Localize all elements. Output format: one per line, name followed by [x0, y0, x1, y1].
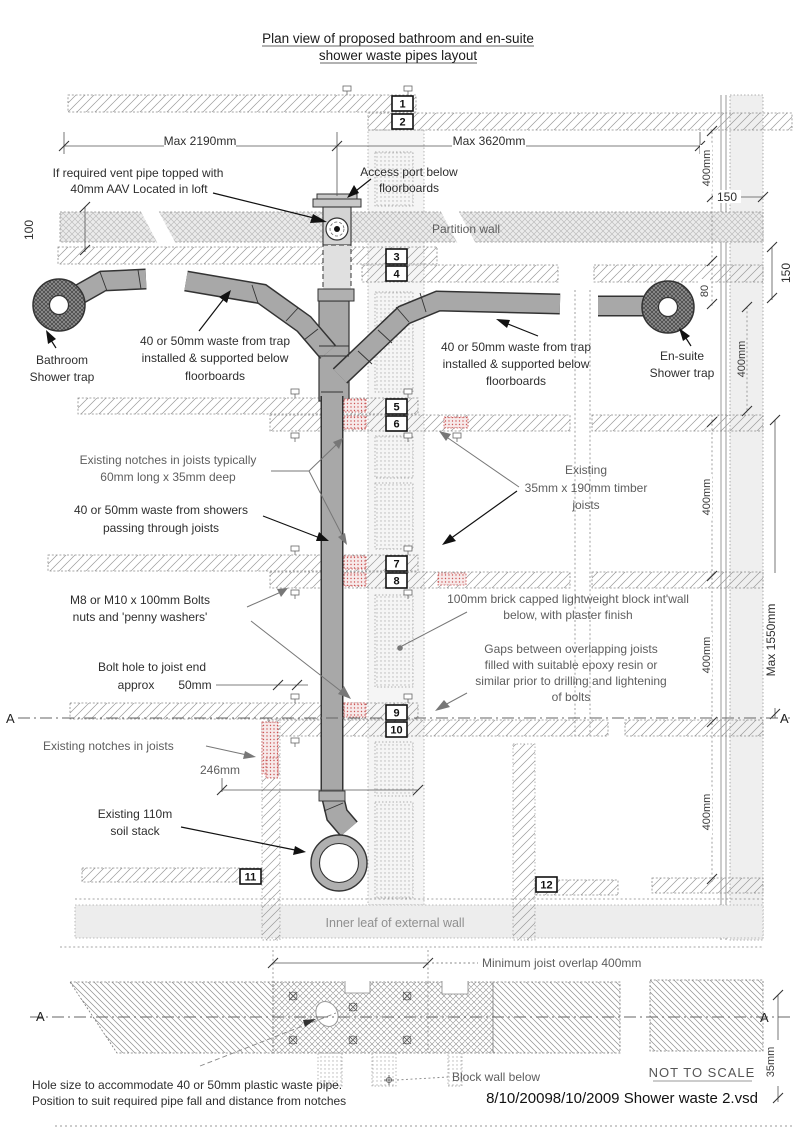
svg-text:60mm long x 35mm deep: 60mm long x 35mm deep [100, 470, 236, 484]
svg-text:passing through joists: passing through joists [102, 521, 220, 535]
notches-typical-note: Existing notches in joists typically [79, 453, 257, 467]
ensuite-shower-trap [642, 281, 694, 333]
dim-top-400: 400mm [701, 149, 713, 187]
svg-text:2: 2 [399, 116, 406, 129]
callout-2 [392, 114, 413, 129]
svg-text:below, with plaster finish: below, with plaster finish [503, 608, 633, 622]
partition-wall [60, 210, 763, 244]
dim-50mm: 50mm [178, 678, 212, 692]
callout-10 [386, 722, 407, 737]
callout-9 [386, 705, 407, 720]
callout-1 [392, 96, 413, 111]
svg-text:soil stack: soil stack [110, 824, 160, 838]
dim-400-b: 400mm [701, 478, 713, 516]
section-notch [345, 981, 370, 993]
section-marker-a-bottom-left: A [36, 1009, 45, 1024]
dim-400-d: 400mm [701, 793, 713, 831]
dim-150-top: 150 [716, 190, 738, 204]
svg-text:floorboards: floorboards [378, 181, 440, 195]
inner-leaf-label: Inner leaf of external wall [325, 916, 465, 930]
callout-3 [386, 249, 407, 264]
dim-min-overlap: Minimum joist overlap 400mm [482, 956, 642, 970]
timber-joists-note: Existing [564, 463, 608, 477]
right-wall-column [513, 744, 535, 940]
section-marker-a-right: A [780, 711, 789, 726]
bolts-note: M8 or M10 x 100mm Bolts [69, 593, 211, 607]
waste-showers-note: 40 or 50mm waste from showers [73, 503, 249, 517]
bottom-section [30, 950, 795, 1126]
bolt-hole-note: Bolt hole to joist end [97, 660, 207, 674]
partition-wall-label: Partition wall [432, 222, 501, 236]
svg-text:nuts and 'penny washers': nuts and 'penny washers' [72, 610, 208, 624]
svg-text:approx: approx [117, 678, 155, 692]
svg-text:40mm AAV Located in loft: 40mm AAV Located in loft [70, 182, 208, 196]
svg-text:11: 11 [244, 871, 257, 884]
joist-section-left [70, 982, 273, 1053]
drawing-title [262, 31, 534, 63]
callout-11 [240, 869, 261, 884]
svg-text:filled with suitable epoxy res: filled with suitable epoxy resin or [484, 658, 658, 672]
svg-text:6: 6 [393, 418, 400, 431]
svg-text:installed & supported below: installed & supported below [141, 351, 289, 365]
callout-7 [386, 556, 407, 571]
waste-right-note: 40 or 50mm waste from trap [440, 340, 592, 354]
joist-section-far-right [650, 980, 763, 1051]
callout-6 [386, 416, 407, 431]
svg-text:8: 8 [393, 575, 400, 588]
svg-text:1: 1 [399, 98, 406, 111]
hole-size-note: Hole size to accommodate 40 or 50mm plastic waste pipe. [32, 1078, 343, 1092]
title-line1: Plan view of proposed bathroom and en-suite [262, 31, 534, 46]
svg-text:joists: joists [572, 498, 600, 512]
callout-8 [386, 573, 407, 588]
svg-text:of bolts: of bolts [551, 690, 591, 704]
dim-150-right: 150 [779, 262, 793, 284]
dim-max-3620: Max 3620mm [452, 134, 526, 148]
dim-max-1550: Max 1550mm [764, 603, 778, 677]
svg-text:floorboards: floorboards [485, 374, 547, 388]
notches-existing-note: Existing notches in joists [43, 739, 174, 753]
svg-text:9: 9 [393, 707, 400, 720]
dim-246: 246mm [199, 763, 241, 777]
int-wall-note: 100mm brick capped lightweight block int'wall [447, 592, 689, 606]
joist-section-right [493, 982, 620, 1053]
svg-text:similar prior to drilling and: similar prior to drilling and lightening [475, 674, 667, 688]
callout-12 [536, 877, 557, 892]
center-block-wall-column [368, 130, 424, 905]
gaps-note: Gaps between overlapping joists [484, 642, 658, 656]
dim-max-2190: Max 2190mm [163, 134, 237, 148]
section-marker-a-bottom-right: A [760, 1010, 769, 1025]
dim-400-a: 400mm [736, 340, 748, 378]
section-marker-a-left: A [6, 711, 15, 726]
svg-text:Shower trap: Shower trap [649, 366, 715, 380]
ensuite-trap-label: En-suite [659, 349, 705, 363]
svg-text:Position to suit required pipe: Position to suit required pipe fall and distance from notches [32, 1094, 347, 1108]
svg-text:7: 7 [393, 558, 400, 571]
soil-stack [311, 835, 367, 891]
block-wall-label: Block wall below [452, 1070, 541, 1084]
access-note: Access port below [360, 165, 458, 179]
waste-left-note: 40 or 50mm waste from trap [139, 334, 291, 348]
dim-400-c: 400mm [701, 636, 713, 674]
vent-note: If required vent pipe topped with [52, 166, 224, 180]
svg-text:10: 10 [390, 724, 403, 737]
svg-text:3: 3 [393, 251, 400, 264]
block-wall-column [372, 1053, 396, 1086]
dim-80: 80 [699, 284, 711, 298]
svg-text:35mm x 190mm timber: 35mm x 190mm timber [524, 481, 648, 495]
callout-5 [386, 399, 407, 414]
bathroom-shower-trap [33, 279, 85, 331]
soil-stack-note: Existing 110m [97, 807, 173, 821]
bathroom-trap-label: Bathroom [35, 353, 89, 367]
svg-text:12: 12 [540, 879, 553, 892]
svg-text:Shower trap: Shower trap [29, 370, 95, 384]
svg-text:floorboards: floorboards [184, 369, 246, 383]
not-to-scale-label: NOT TO SCALE [648, 1065, 756, 1080]
footer-filename: 8/10/20098/10/2009 Shower waste 2.vsd [486, 1090, 758, 1107]
dim-35mm: 35mm [765, 1046, 777, 1078]
title-line2: shower waste pipes layout [318, 48, 478, 63]
section-notch [442, 981, 468, 994]
callout-4 [386, 266, 407, 281]
svg-text:4: 4 [393, 268, 400, 281]
dim-100: 100 [22, 219, 36, 241]
inner-leaf-band [60, 899, 763, 947]
svg-text:5: 5 [393, 401, 400, 414]
svg-text:installed & supported below: installed & supported below [442, 357, 590, 371]
